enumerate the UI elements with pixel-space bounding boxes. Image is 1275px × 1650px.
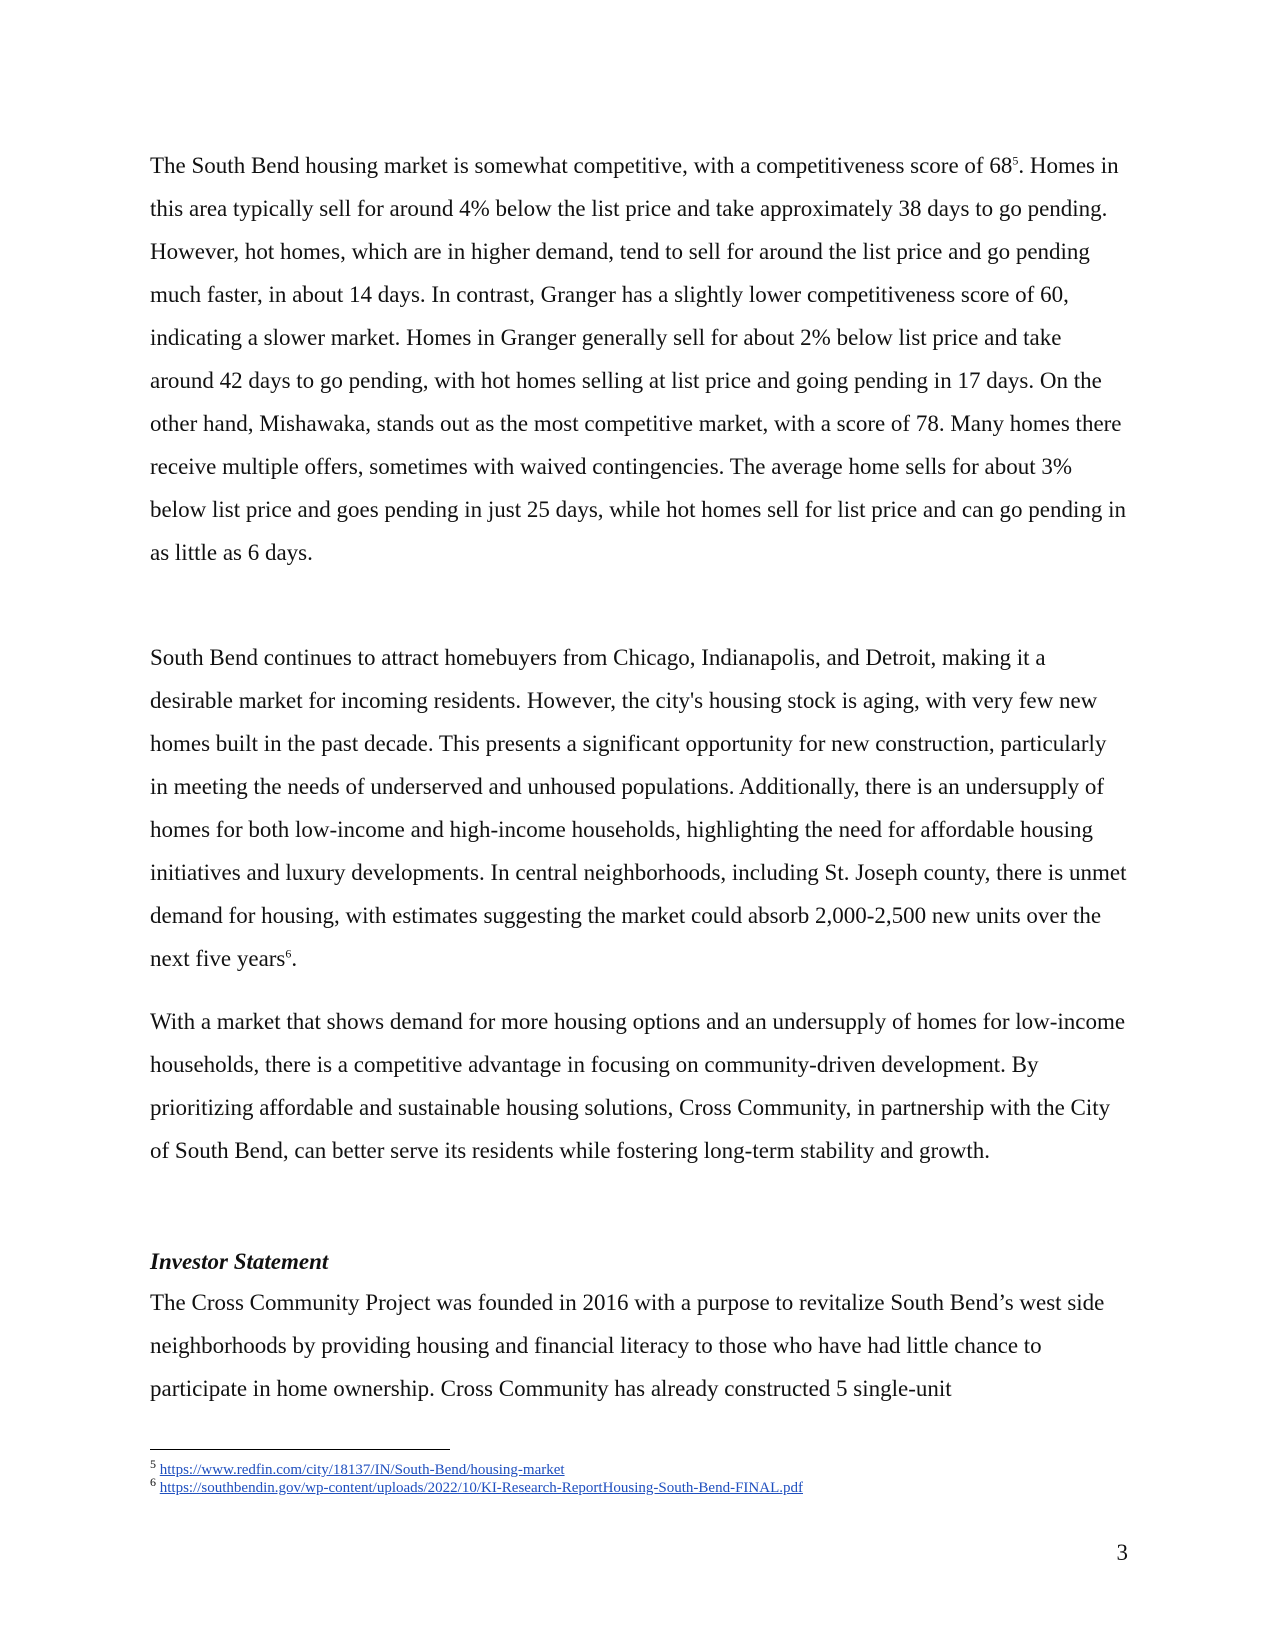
paragraph-housing-demand: [150, 636, 1130, 980]
footnote-link[interactable]: https://www.redfin.com/city/18137/IN/South-Bend/housing-market: [159, 1462, 565, 1478]
footnote-ref-6[interactable]: 6: [285, 946, 292, 961]
footnote-separator: [150, 1449, 450, 1450]
paragraph-text: The South Bend housing market is somewhat competitive, with a competitiveness score of 68: [150, 153, 1013, 178]
footnote-number: 5: [150, 1457, 156, 1471]
footnote-link[interactable]: https://southbendin.gov/wp-content/uploads/2022/10/KI-Research-ReportHousing-South-Bend-FINAL.pdf: [159, 1480, 803, 1496]
footnote-ref-5[interactable]: 5: [1012, 153, 1019, 168]
footnote-number: 6: [150, 1475, 156, 1489]
paragraph-market-competitiveness: [150, 144, 1130, 574]
page-number: 3: [1116, 1540, 1128, 1565]
paragraph-text: . Homes in this area typically sell for around 4% below the list price and take approximately 38 days to go pending. However, hot homes, which are in higher demand, tend to sell for around the list price and go pending much faster, in about 14 days. In contrast, Granger has a slightly lower competitiveness score of 60, indicating a slower market. Homes in Granger generally sell for about 2% below list price and take around 42 days to go pending, with hot homes selling at list price and going pending in 17 days. On the other hand, Mishawaka, stands out as the most competitive market, with a score of 78. Many homes there receive multiple offers, sometimes with waived contingencies. The average home sells for about 3% below list price and goes pending in just 25 days, while hot homes sell for list price and can go pending in as little as 6 days.: [150, 153, 1127, 565]
paragraph-competitive-advantage: With a market that shows demand for more housing options and an undersupply of homes for low-income households, there is a competitive advantage in focusing on community-driven development. By prioritizing affordable and sustainable housing solutions, Cross Community, in partnership with the City of South Bend, can better serve its residents while fostering long-term stability and growth.: [150, 1009, 1126, 1163]
footnote-6: [150, 1475, 803, 1497]
footnote-5: [150, 1457, 565, 1479]
paragraph-text: South Bend continues to attract homebuyers from Chicago, Indianapolis, and Detroit, making it a desirable market for incoming residents. However, the city's housing stock is aging, with very few new homes built in the past decade. This presents a significant opportunity for new construction, particularly in meeting the needs of underserved and unhoused populations. Additionally, there is an undersupply of homes for both low-income and high-income households, highlighting the need for affordable housing initiatives and luxury developments. In central neighborhoods, including St. Joseph county, there is unmet demand for housing, with estimates suggesting the market could absorb 2,000-2,500 new units over the next five years: [150, 645, 1127, 971]
paragraph-investor-statement: The Cross Community Project was founded in 2016 with a purpose to revitalize South Bend’s west side neighborhoods by providing housing and financial literacy to those who have had little chance to participate in home ownership. Cross Community has already constructed 5 single-unit: [150, 1290, 1105, 1401]
section-heading-investor-statement: Investor Statement: [150, 1249, 329, 1274]
paragraph-text: .: [291, 946, 298, 971]
